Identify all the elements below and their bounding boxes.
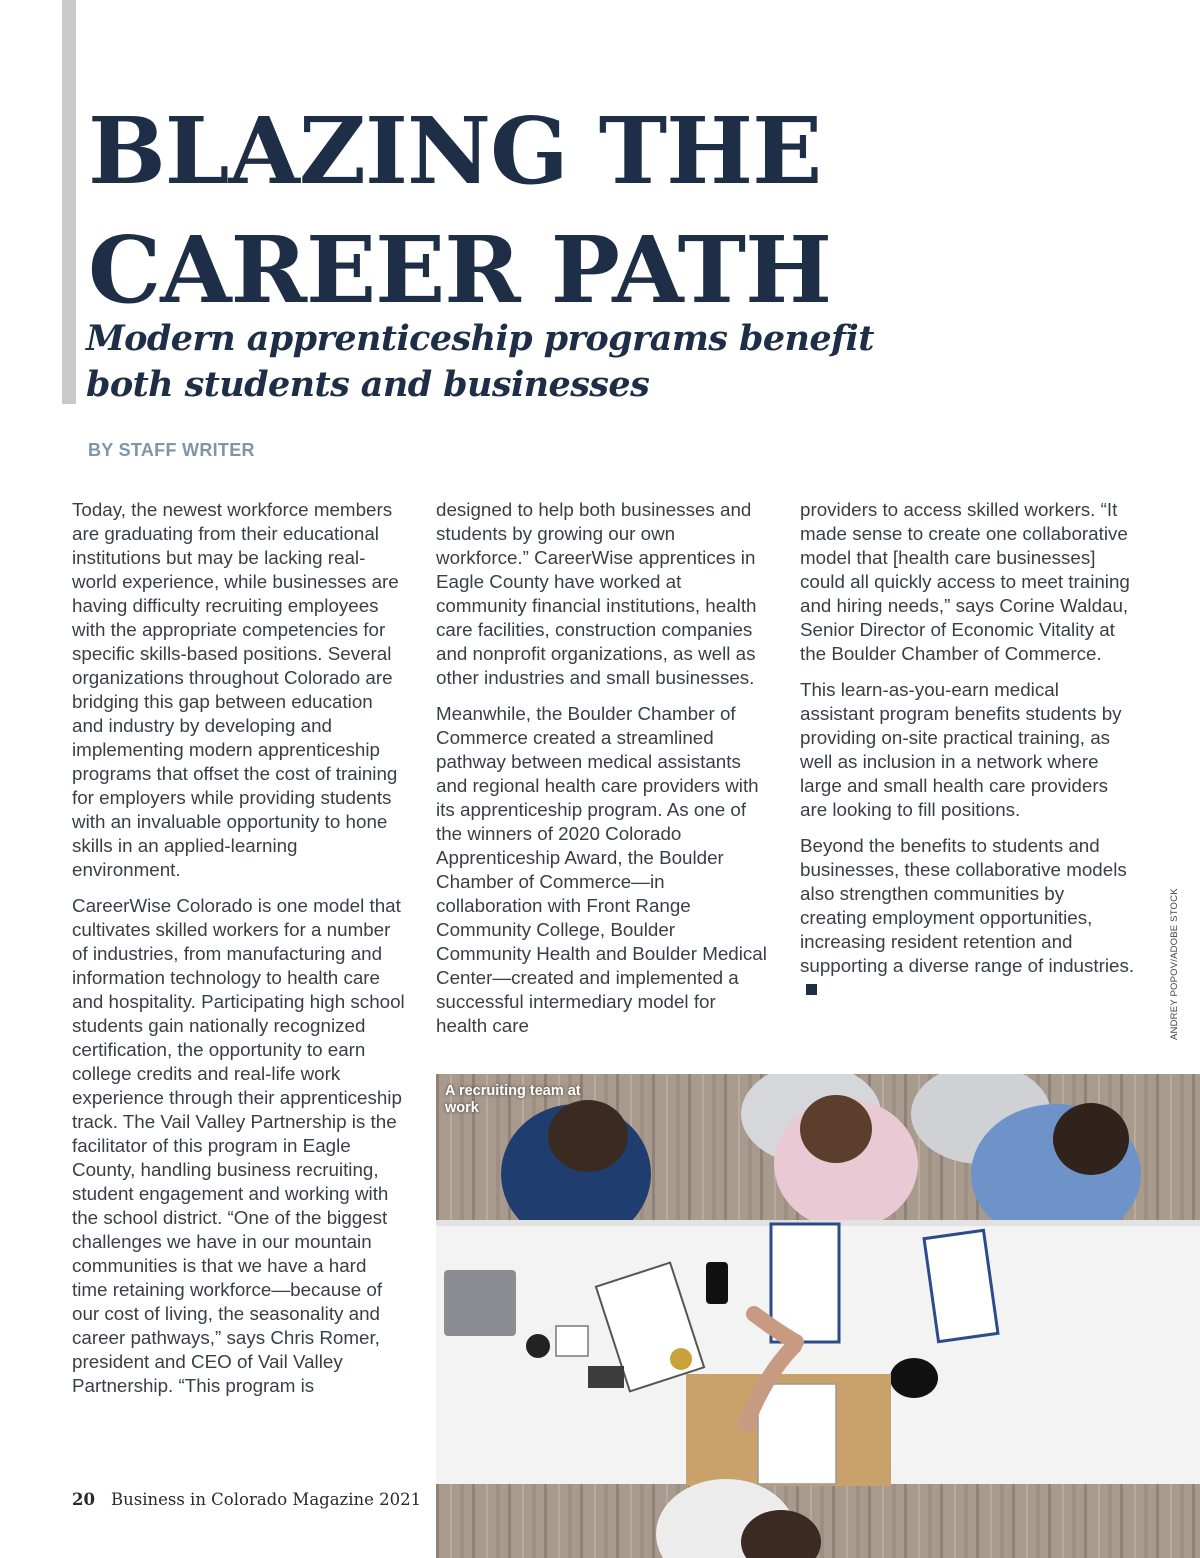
end-of-article-mark <box>806 984 817 995</box>
paragraph-final <box>800 834 1135 1002</box>
decorative-side-bar <box>62 0 76 404</box>
text-column-1 <box>72 498 407 1410</box>
page-number: 20 <box>72 1490 95 1509</box>
paragraph-final-text: Beyond the benefits to students and businesses, these collaborative models also strengthen communities by creating employment opportunities, increasing resident retention and supporting a diverse range of industries. <box>800 835 1135 976</box>
text-column-2 <box>436 498 771 1050</box>
page-footer <box>72 1490 421 1509</box>
article-photo <box>436 1074 1200 1558</box>
paragraph: This learn-as-you-earn medical assistant program benefits students by providing on-site practical training, as well as inclusion in a network where large and small health care providers are looking to fill positions. <box>800 679 1122 820</box>
paragraph: Today, the newest workforce members are graduating from their educational institutions but may be lacking real-world experience, while businesses are having difficulty recruiting employees with the appropriate competencies for specific skills-based positions. Several organizations throughout Colorado are bridging this gap between education and industry by developing and implementing modern apprenticeship programs that offset the cost of training for employers while providing students with an invaluable opportunity to hone skills in an applied-learning environment. <box>72 499 399 880</box>
paragraph: Meanwhile, the Boulder Chamber of Commerce created a streamlined pathway between medical assistants and regional health care providers with its apprenticeship program. As one of the winners of 2020 Colorado Apprenticeship Award, the Boulder Chamber of Commerce—in collaboration with Front Range Community College, Boulder Community Health and Boulder Medical Center—created and implemented a successful intermediary model for health care <box>436 703 767 1036</box>
photo-caption: A recruiting team at work <box>445 1083 581 1116</box>
text-column-3 <box>800 498 1135 1014</box>
paragraph: designed to help both businesses and students by growing our own workforce.” CareerWise apprentices in Eagle County have worked at community financial institutions, health care facilities, construction companies and nonprofit organizations, as well as other industries and small businesses. <box>436 499 757 688</box>
paragraph: CareerWise Colorado is one model that cultivates skilled workers for a number of industries, from manufacturing and information technology to health care and hospitality. Participating high school students gain nationally recognized certification, the opportunity to earn college credits and real-life work experience through their apprenticeship track. The Vail Valley Partnership is the facilitator of this program in Eagle County, handling business recruiting, student engagement and working with the school district. “One of the biggest challenges we have in our mountain communities is that we have a hard time retaining workforce—because of our cost of living, the seasonality and career pathways,” says Chris Romer, president and CEO of Vail Valley Partnership. “This program is <box>72 895 405 1396</box>
photo-credit: ANDREY POPOV/ADOBE STOCK <box>1169 888 1180 1040</box>
title-line-2: CAREER PATH <box>88 216 832 324</box>
title-line-1: BLAZING THE <box>88 97 822 205</box>
publication-name: Business in Colorado Magazine 2021 <box>110 1490 422 1509</box>
paragraph: providers to access skilled workers. “It made sense to create one collaborative model that [health care businesses] could all quickly access to meet training and hiring needs,” says Corine Waldau, Senior Director of Economic Vitality at the Boulder Chamber of Commerce. <box>800 499 1130 664</box>
article-subtitle: Modern apprenticeship programs benefit both students and businesses <box>86 318 874 405</box>
office-meeting-illustration <box>436 1074 1200 1558</box>
article-title <box>88 92 831 330</box>
byline: BY STAFF WRITER <box>88 440 255 460</box>
